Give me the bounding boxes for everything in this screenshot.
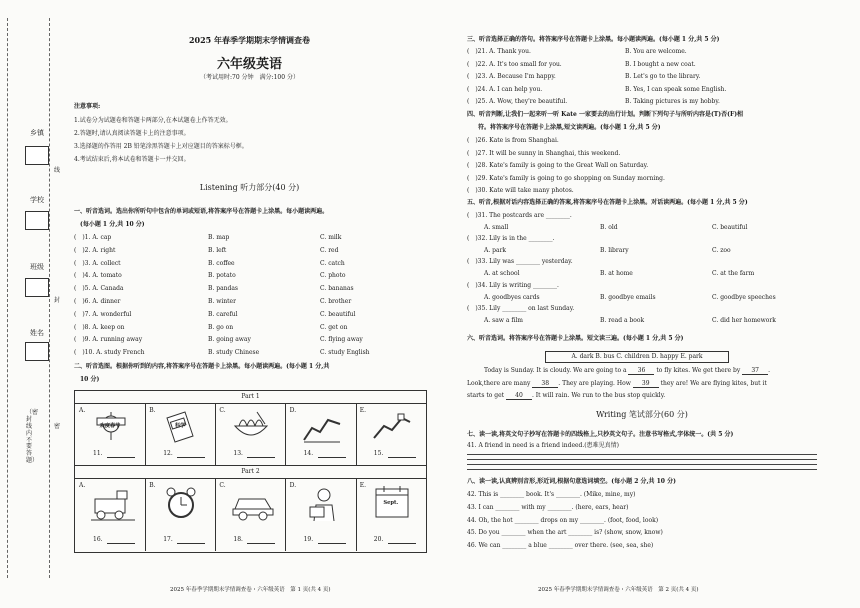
answer-number: 20. [373,536,384,543]
response-option-a[interactable]: ( )21. A. Thank you. [467,48,531,55]
response-option-a[interactable]: ( )22. A. It's too small for you. [467,60,562,68]
note-1: 1.试卷分为试题卷和答题卡两部分,在本试题卷上作答无效。 [74,117,232,124]
blank-37[interactable]: 37 [742,368,768,375]
class-field[interactable] [25,278,49,297]
choice-option-b[interactable]: B. coffee [208,259,235,267]
picture-letter: D. [289,482,297,489]
great-wall-icon [372,410,412,448]
fill-in-item[interactable]: 46. We can ________ a blue ________ over there. (see, sea, she) [467,542,654,550]
writing-line-2[interactable] [467,459,817,460]
answer-number: 16. [93,536,103,543]
picture-cell [286,404,357,465]
answer-blank[interactable] [247,457,275,458]
binding-label-township: 乡镇 [30,129,44,137]
picture-letter: B. [149,407,156,414]
choice-row-a[interactable]: ( )1. A. cap [74,234,112,241]
blank-40[interactable]: 40 [506,393,532,400]
picture-cell [215,479,286,551]
footer-right: 2025 年春季学期期末学情调查卷・六年级英语 第 2 页(共 4 页) [538,587,699,593]
writing-line-4[interactable] [467,469,817,470]
picture-letter: E. [359,482,367,489]
binding-label-class: 班级 [30,263,44,271]
dialogue-question: ( )35. Lily ________ on last Sunday. [467,304,575,312]
dialogue-option-b[interactable]: B. at home [600,270,633,278]
exam-info: （考试用时:70 分钟 满分:100 分） [200,74,299,81]
picture-caption: 科学 [174,423,186,429]
answer-number: 13. [233,450,243,457]
outer-seal-line [7,18,8,578]
girl-reading-icon [302,485,342,527]
dialogue-question: ( )34. Lily is writing ________. [467,281,559,289]
picture-letter: B. [149,482,156,489]
response-option-a[interactable]: ( )25. A. Wow, they're beautiful. [467,98,568,106]
fill-in-item[interactable]: 45. Do you ________ when the art ________ is? (show, snow, know) [467,529,663,537]
choice-option-c[interactable]: C. get on [320,323,348,331]
writing-line-1[interactable] [467,454,817,455]
dialogue-option-b[interactable]: B. read a book [600,316,645,324]
answer-blank[interactable] [177,543,205,544]
choice-row-a[interactable]: ( )8. A. keep on [74,323,125,331]
choice-option-c[interactable]: C. beautiful [320,310,356,318]
dialogue-option-a[interactable]: A. goodbyes cards [484,293,540,301]
dialogue-option-a[interactable]: A. at school [484,270,520,278]
exam-subject: 六年级英语 [216,57,282,72]
blank-39[interactable]: 39 [633,381,659,388]
response-option-a[interactable]: ( )24. A. I can help you. [467,85,543,93]
choice-option-b[interactable]: B. pandas [208,285,239,293]
section2-title-cont: 10 分) [80,376,100,383]
fill-in-item[interactable]: 43. I can ________ with my ________. (here, ears, hear) [467,503,629,511]
picture-letter: D. [289,407,297,414]
dialogue-question: ( )32. Lily is in the ________. [467,235,555,243]
binding-label-school: 学校 [30,196,44,204]
answer-number: 15. [373,450,384,457]
choice-row-a[interactable]: ( )2. A. right [74,246,116,254]
picture-cell [145,479,216,551]
section7-title: 七、读一读,将英文句子抄写在答题卡的四线格上,只抄英文句子。注意书写格式,字体统一。(共 5 分) [467,431,734,438]
section3-title: 三、听音选择正确的答句。将答案序号在答题卡上涂黑。每小题读两遍。(每小题 1 分,共 5 分) [467,36,720,43]
picture-caption: Sept. [383,500,399,506]
noodles-icon [231,410,271,448]
choice-option-c[interactable]: C. milk [320,234,342,241]
picture-letter: C. [219,482,226,489]
answer-number: 18. [233,536,243,543]
answer-blank[interactable] [388,543,416,544]
answer-number: 12. [163,450,173,457]
answer-number: 17. [163,536,173,543]
answer-blank[interactable] [177,457,205,458]
seal-mark-line: 线 [54,167,61,174]
true-false-item[interactable]: ( )28. Kate's family is going to the Great Wall on Saturday. [467,162,649,170]
section5-title: 五、听音,根据对话内容选择正确的答案,将答案序号在答题卡上涂黑。对话读两遍。(每小题 1 分,共 5 分) [467,199,748,206]
choice-option-c[interactable]: C. brother [320,298,352,305]
notes-title: 注意事项: [74,103,101,110]
dialogue-option-b[interactable]: B. library [600,247,629,255]
response-option-b[interactable]: B. Taking pictures is my hobby. [625,98,720,106]
choice-row-a[interactable]: ( )3. A. collect [74,259,121,267]
note-3: 3.选择题的作答用 2B 铅笔涂黑答题卡上对应题目的答案标号框。 [74,143,248,150]
response-option-a[interactable]: ( )23. A. Because I'm happy. [467,73,556,81]
picture-table [74,390,427,553]
choice-option-b[interactable]: B. potato [208,272,236,280]
train-icon [91,485,135,527]
section8-title: 八、读一读,认真辨别音形,形近词,根据句意选词填空。(每小题 2 分,共 10 分) [467,478,676,485]
dialogue-option-a[interactable]: A. saw a film [484,316,523,324]
choice-row-a[interactable]: ( )9. A. running away [74,336,143,344]
picture-cell [75,479,146,551]
dialogue-option-a[interactable]: A. park [484,247,507,255]
choice-option-c[interactable]: C. study English [320,349,370,357]
dialogue-option-c[interactable]: C. did her homework [712,316,776,324]
true-false-item[interactable]: ( )29. Kate's family is going to go shopping on Sunday morning. [467,174,665,182]
choice-row-a[interactable]: ( )7. A. wonderful [74,310,132,318]
seal-mark-seal: 封 [54,297,61,304]
exam-title: 2025 年春季学期期末学情调查卷 [188,35,311,45]
blank-36[interactable]: 36 [628,368,654,375]
choice-option-c[interactable]: C. catch [320,259,345,267]
answer-number: 14. [303,450,314,457]
response-option-b[interactable]: B. You are welcome. [625,48,687,55]
section4-title-cont: 符。将答案序号在答题卡上涂黑,短文读两遍。(每小题 1 分,共 5 分) [478,124,661,131]
school-field[interactable] [25,211,49,230]
dialogue-option-b[interactable]: B. old [600,224,618,231]
dialogue-option-a[interactable]: A. small [484,224,509,231]
choice-option-c[interactable]: C. flying away [320,336,363,344]
wall-icon [302,410,342,448]
choice-option-c[interactable]: C. bananas [320,285,354,293]
blank-38[interactable]: 38 [532,381,558,388]
response-option-b[interactable]: B. Yes, I can speak some English. [625,85,727,93]
section2-title: 二、听音选图。根据你听到的内容,将答案序号在答题卡上涂黑。每小题读两遍。(每小题 1 分,共 [74,363,330,370]
answer-blank[interactable] [247,543,275,544]
alarm-clock-icon [161,485,201,527]
response-option-b[interactable]: B. I bought a new coat. [625,60,696,68]
question-41: 41. A friend in need is a friend indeed.(患难见真情) [467,442,619,449]
dialogue-option-c[interactable]: C. goodbye speeches [712,293,776,301]
section1-title: 一、听音选词。选出你所听句中包含的单词或短语,将答案序号在答题卡上涂黑。每小题读两遍。 [74,208,329,215]
choice-option-b[interactable]: B. careful [208,310,238,318]
part1-label: Part 1 [75,391,426,404]
name-field[interactable] [25,342,49,361]
picture-letter: A. [79,482,86,489]
section1-score: (每小题 1 分,共 10 分) [80,221,145,228]
answer-blank[interactable] [318,457,346,458]
choice-row-a[interactable]: ( )6. A. dinner [74,298,121,305]
writing-line-3[interactable] [467,464,817,465]
choice-option-b[interactable]: B. go on [208,323,234,331]
answer-number: 11. [93,450,103,457]
answer-blank[interactable] [107,457,135,458]
picture-cell [356,404,426,465]
dialogue-option-c[interactable]: C. zoo [712,247,731,255]
writing-title: Writing 笔试部分(60 分) [596,410,688,419]
fill-in-item[interactable]: 42. This is ________ book. It's ________. (Mike, mine, my) [467,491,636,498]
answer-blank[interactable] [318,543,346,544]
passage-line-3: starts to get 40 . It will rain. We run to the bus stop quickly. [467,392,666,399]
true-false-item[interactable]: ( )27. It will be sunny in Shanghai, this weekend. [467,149,621,157]
part2-label: Part 2 [75,466,426,479]
dialogue-option-c[interactable]: C. at the farm [712,270,755,278]
picture-caption: 欢度春节 [99,423,121,429]
answer-number: 19. [303,536,314,543]
choice-row-a[interactable]: ( )4. A. tomato [74,272,122,280]
passage-line-1: Today is Sunday. It is cloudy. We are going to a 36 to fly kites. We get there by 37 . [484,367,771,374]
section6-title: 六、听音选词。将答案序号在答题卡上涂黑。短文读三遍。(每小题 1 分,共 5 分) [467,335,684,342]
choice-option-c[interactable]: C. photo [320,272,346,280]
inner-seal-line [49,18,50,578]
choice-option-b[interactable]: B. winter [208,298,236,305]
answer-blank[interactable] [107,543,135,544]
fill-in-item[interactable]: 44. Oh, the hot ________ drops on my ________. (foot, food, look) [467,516,659,524]
dialogue-question: ( )33. Lily was ________ yesterday. [467,258,573,266]
picture-cell [215,404,286,465]
picture-letter: A. [79,407,86,414]
binding-strip [0,0,61,608]
dialogue-question: ( )31. The postcards are ________. [467,212,572,219]
picture-cell [75,404,146,465]
choice-option-b[interactable]: B. going away [208,336,251,344]
true-false-item[interactable]: ( )26. Kate is from Shanghai. [467,137,559,144]
note-4: 4.考试结束后,将本试卷和答题卡一并交回。 [74,156,190,163]
picture-letter: C. [219,407,226,414]
picture-letter: E. [359,407,367,414]
true-false-item[interactable]: ( )30. Kate will take many photos. [467,187,574,195]
picture-cell [356,479,426,551]
response-option-b[interactable]: B. Let's go to the library. [625,73,701,81]
binding-label-name: 姓名 [30,329,44,337]
seal-mark-secret: 密 [54,423,61,430]
choice-option-b[interactable]: B. study Chinese [208,349,260,357]
note-2: 2.答题时,请认真阅读答题卡上的注意事项。 [74,130,190,137]
answer-blank[interactable] [388,457,416,458]
choice-option-b[interactable]: B. left [208,246,227,254]
seal-warning: （密封线内不要答题） [26,409,39,465]
dialogue-option-c[interactable]: C. beautiful [712,224,748,231]
choice-row-a[interactable]: ( )5. A. Canada [74,285,124,293]
picture-cell [286,479,357,551]
word-bank: A. dark B. bus C. children D. happy E. park [545,351,729,363]
passage-line-2: Look,there are many 38 . They are playing. How 39 they are! We are flying kites, but it [467,380,767,387]
township-field[interactable] [25,146,49,165]
car-icon [231,485,275,527]
choice-option-b[interactable]: B. map [208,234,230,241]
dialogue-option-b[interactable]: B. goodbye emails [600,293,656,301]
listening-title: Listening 听力部分(40 分) [199,183,300,192]
choice-row-a[interactable]: ( )10. A. study French [74,349,145,357]
section4-title: 四、听音判断,让我们一起来听一听 Kate 一家要去的出行计划。判断下列句子与所听内容是(T)否(F)相 [467,111,744,118]
footer-left: 2025 年春季学期期末学情调查卷・六年级英语 第 1 页(共 4 页) [170,587,331,593]
picture-cell [145,404,216,465]
choice-option-c[interactable]: C. red [320,246,339,254]
